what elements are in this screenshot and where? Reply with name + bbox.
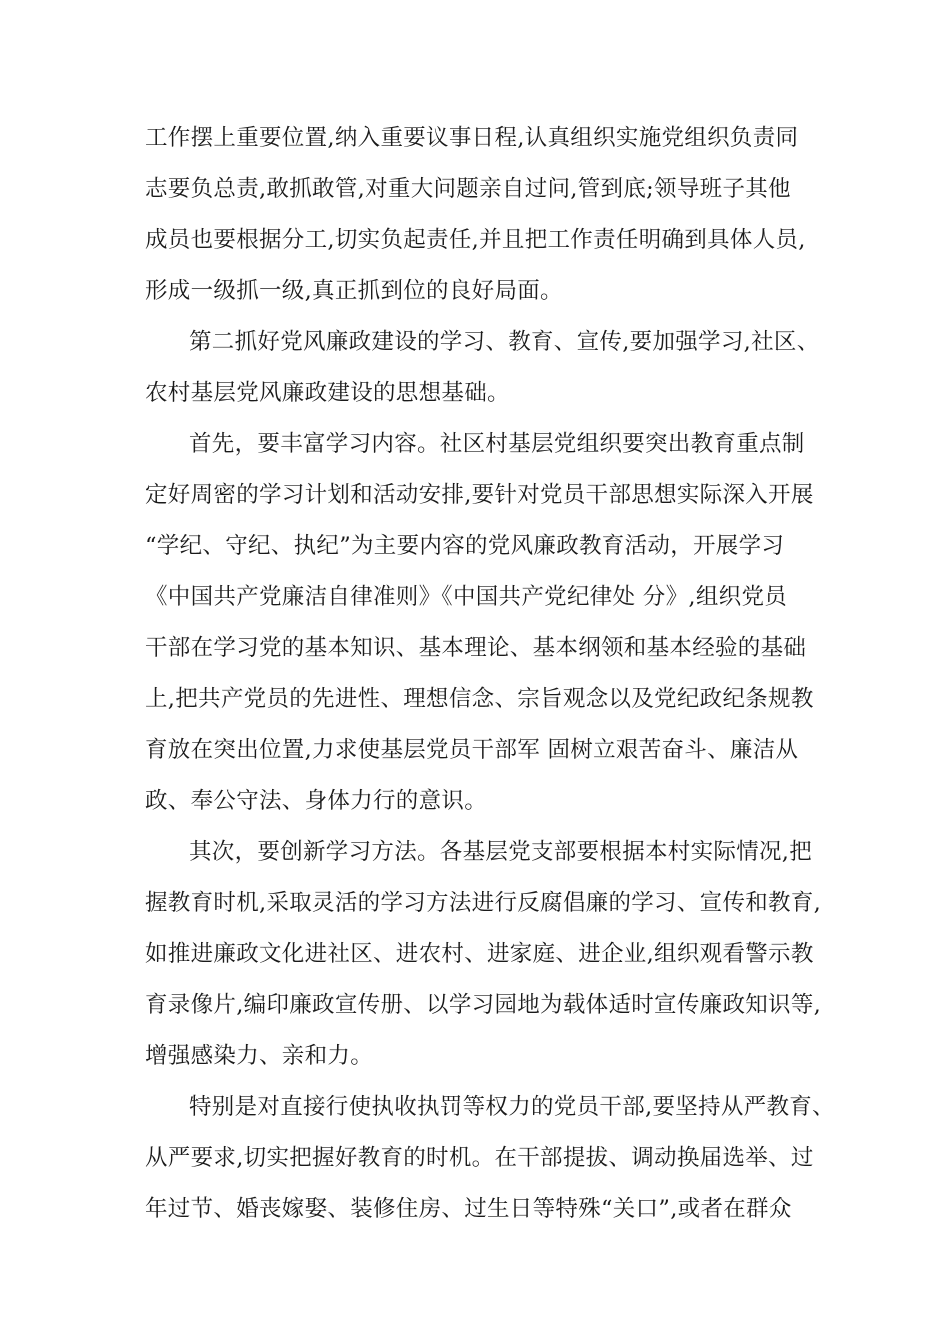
text-line: 年过节、婚丧嫁娶、装修住房、过生日等特殊“关口”,或者在群众 <box>145 1196 792 1222</box>
text-line: 定好周密的学习计划和活动安排,要针对党员干部思想实际深入开展 <box>145 482 814 508</box>
text-line: 育录像片,编印廉政宣传册、以学习园地为载体适时宣传廉政知识等, <box>145 992 822 1018</box>
text-line: 《中国共产党廉洁自律准则》《中国共产党纪律处 分》,组织党员 <box>145 584 788 610</box>
text-line: 志要负总责,敢抓敢管,对重大问题亲自过问,管到底;领导班子其他 <box>145 176 791 202</box>
text-line: 握教育时机,采取灵活的学习方法进行反腐倡廉的学习、宣传和教育, <box>145 890 822 916</box>
paragraph-first-line: 首先，要丰富学习内容。社区村基层党组织要突出教育重点制 <box>189 431 805 457</box>
text-line: “学纪、守纪、执纪”为主要内容的党风廉政教育活动，开展学习 <box>145 533 785 559</box>
paragraph-first-line: 其次，要创新学习方法。各基层党支部要根据本村实际情况,把 <box>189 839 813 865</box>
text-line: 政、奉公守法、身体力行的意识。 <box>145 788 488 814</box>
text-line: 形成一级抓一级,真正抓到位的良好局面。 <box>145 278 563 304</box>
text-line: 成员也要根据分工,切实负起责任,并且把工作责任明确到具体人员, <box>145 227 806 253</box>
text-line: 上,把共产党员的先进性、理想信念、宗旨观念以及党纪政纪条规教 <box>145 686 814 712</box>
paragraph-first-line: 第二抓好党风廉政建设的学习、教育、宣传,要加强学习,社区、 <box>189 329 820 355</box>
text-line: 从严要求,切实把握好教育的时机。在干部提拔、调动换届选举、过 <box>145 1145 814 1171</box>
text-line: 工作摆上重要位置,纳入重要议事日程,认真组织实施党组织负责同 <box>145 125 799 151</box>
paragraph-first-line: 特别是对直接行使执收执罚等权力的党员干部,要坚持从严教育、 <box>189 1094 835 1120</box>
text-line: 干部在学习党的基本知识、基本理论、基本纲领和基本经验的基础 <box>145 635 807 661</box>
text-line: 如推进廉政文化进社区、进农村、进家庭、进企业,组织观看警示教 <box>145 941 814 967</box>
text-line: 育放在突出位置,力求使基层党员干部军 固树立艰苦奋斗、廉洁从 <box>145 737 799 763</box>
text-line: 增强感染力、亲和力。 <box>145 1043 374 1069</box>
text-line: 农村基层党风廉政建设的思想基础。 <box>145 380 510 406</box>
